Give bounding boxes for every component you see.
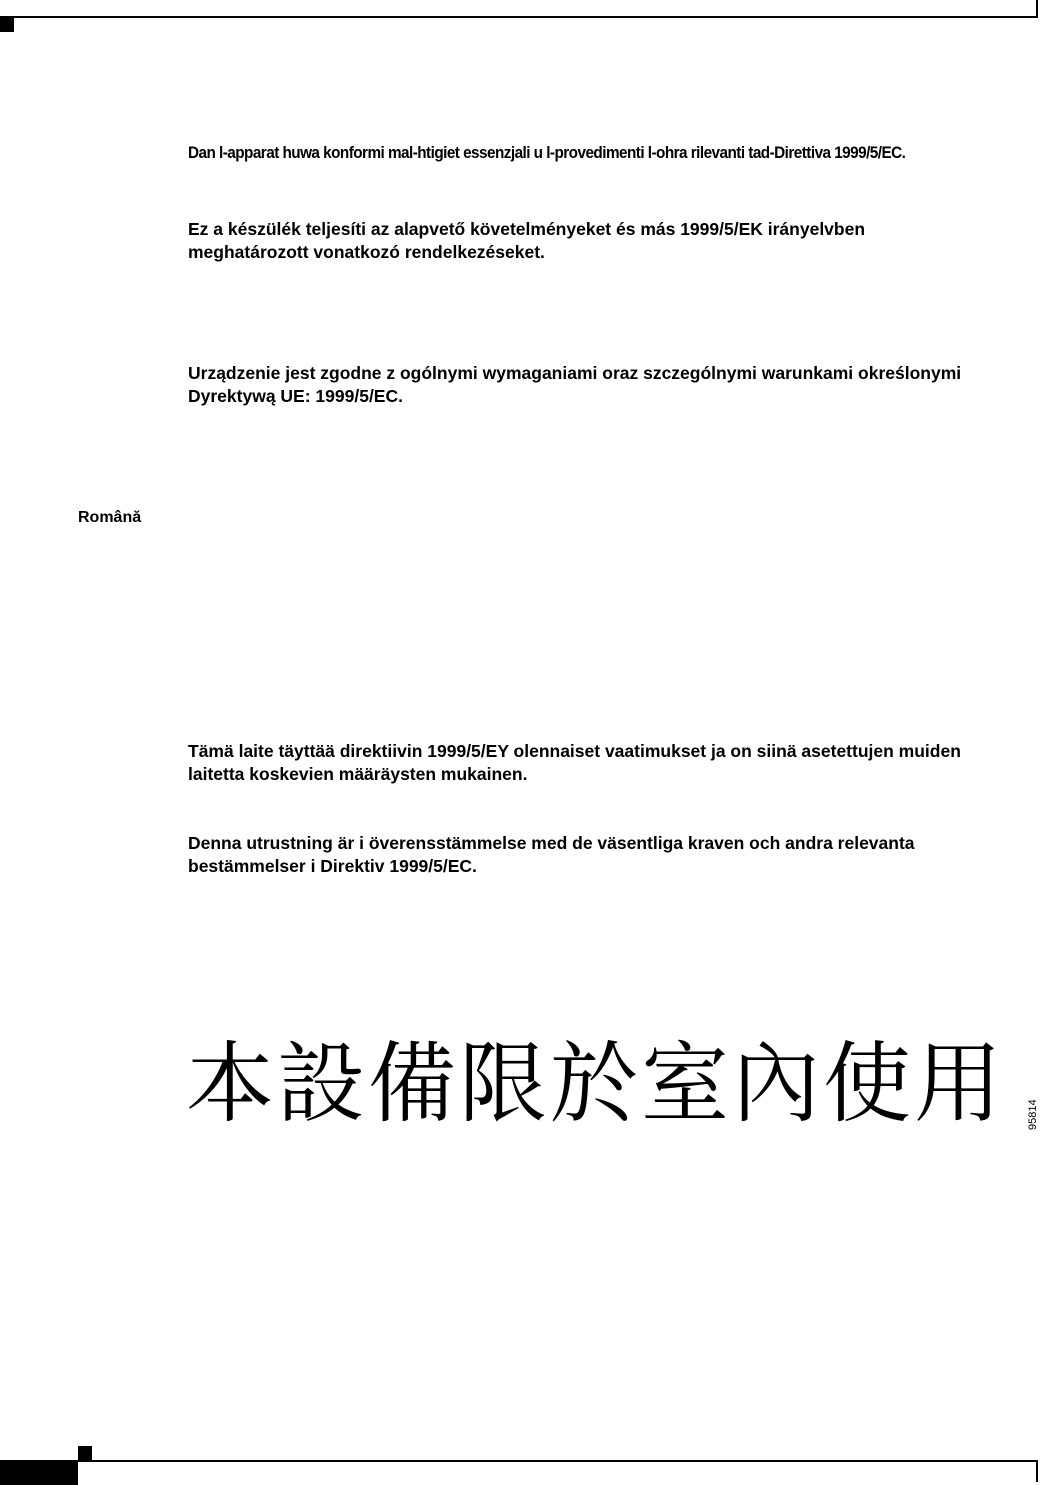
swedish-line-2: bestämmelser i Direktiv 1999/5/EC. <box>188 856 477 876</box>
top-rule-tick <box>1036 0 1038 18</box>
maltese-paragraph <box>188 141 953 164</box>
swedish-paragraph <box>188 832 1038 878</box>
top-corner-marker <box>0 18 14 32</box>
top-rule <box>0 16 1038 18</box>
romanian-label: Română <box>78 509 142 526</box>
polish-line-2: Dyrektywą UE: 1999/5/EC. <box>188 386 403 406</box>
bottom-page-tab <box>0 1460 78 1485</box>
maltese-line: Dan l-apparat huwa konformi mal-htigiet essenzjali u l-provedimenti l-ohra rilevanti tad-Direttiva 1999/5/EC. <box>188 143 906 162</box>
chinese-indoor-use-notice: 本設備限於室內使用 <box>186 1032 1006 1135</box>
finnish-line-2: laitetta koskevien määräysten mukainen. <box>188 764 528 784</box>
figure-number: 95814 <box>1027 1099 1039 1130</box>
bottom-rule <box>78 1460 1038 1462</box>
finnish-line-1: Tämä laite täyttää direktiivin 1999/5/EY olennaiset vaatimukset ja on siinä asetettujen muiden <box>188 741 961 761</box>
polish-line-1: Urządzenie jest zgodne z ogólnymi wymaganiami oraz szczególnymi warunkami określonymi <box>188 363 962 383</box>
polish-paragraph <box>188 362 1038 408</box>
bottom-rule-tick <box>1036 1460 1038 1482</box>
bottom-corner-marker <box>78 1446 92 1460</box>
swedish-line-1: Denna utrustning är i överensstämmelse med de väsentliga kraven och andra relevanta <box>188 833 915 853</box>
hungarian-line-1: Ez a készülék teljesíti az alapvető követelményeket és más 1999/5/EK irányelvben <box>188 219 866 239</box>
hungarian-paragraph <box>188 218 1038 264</box>
hungarian-line-2: meghatározott vonatkozó rendelkezéseket. <box>188 242 545 262</box>
finnish-paragraph <box>188 740 1038 786</box>
